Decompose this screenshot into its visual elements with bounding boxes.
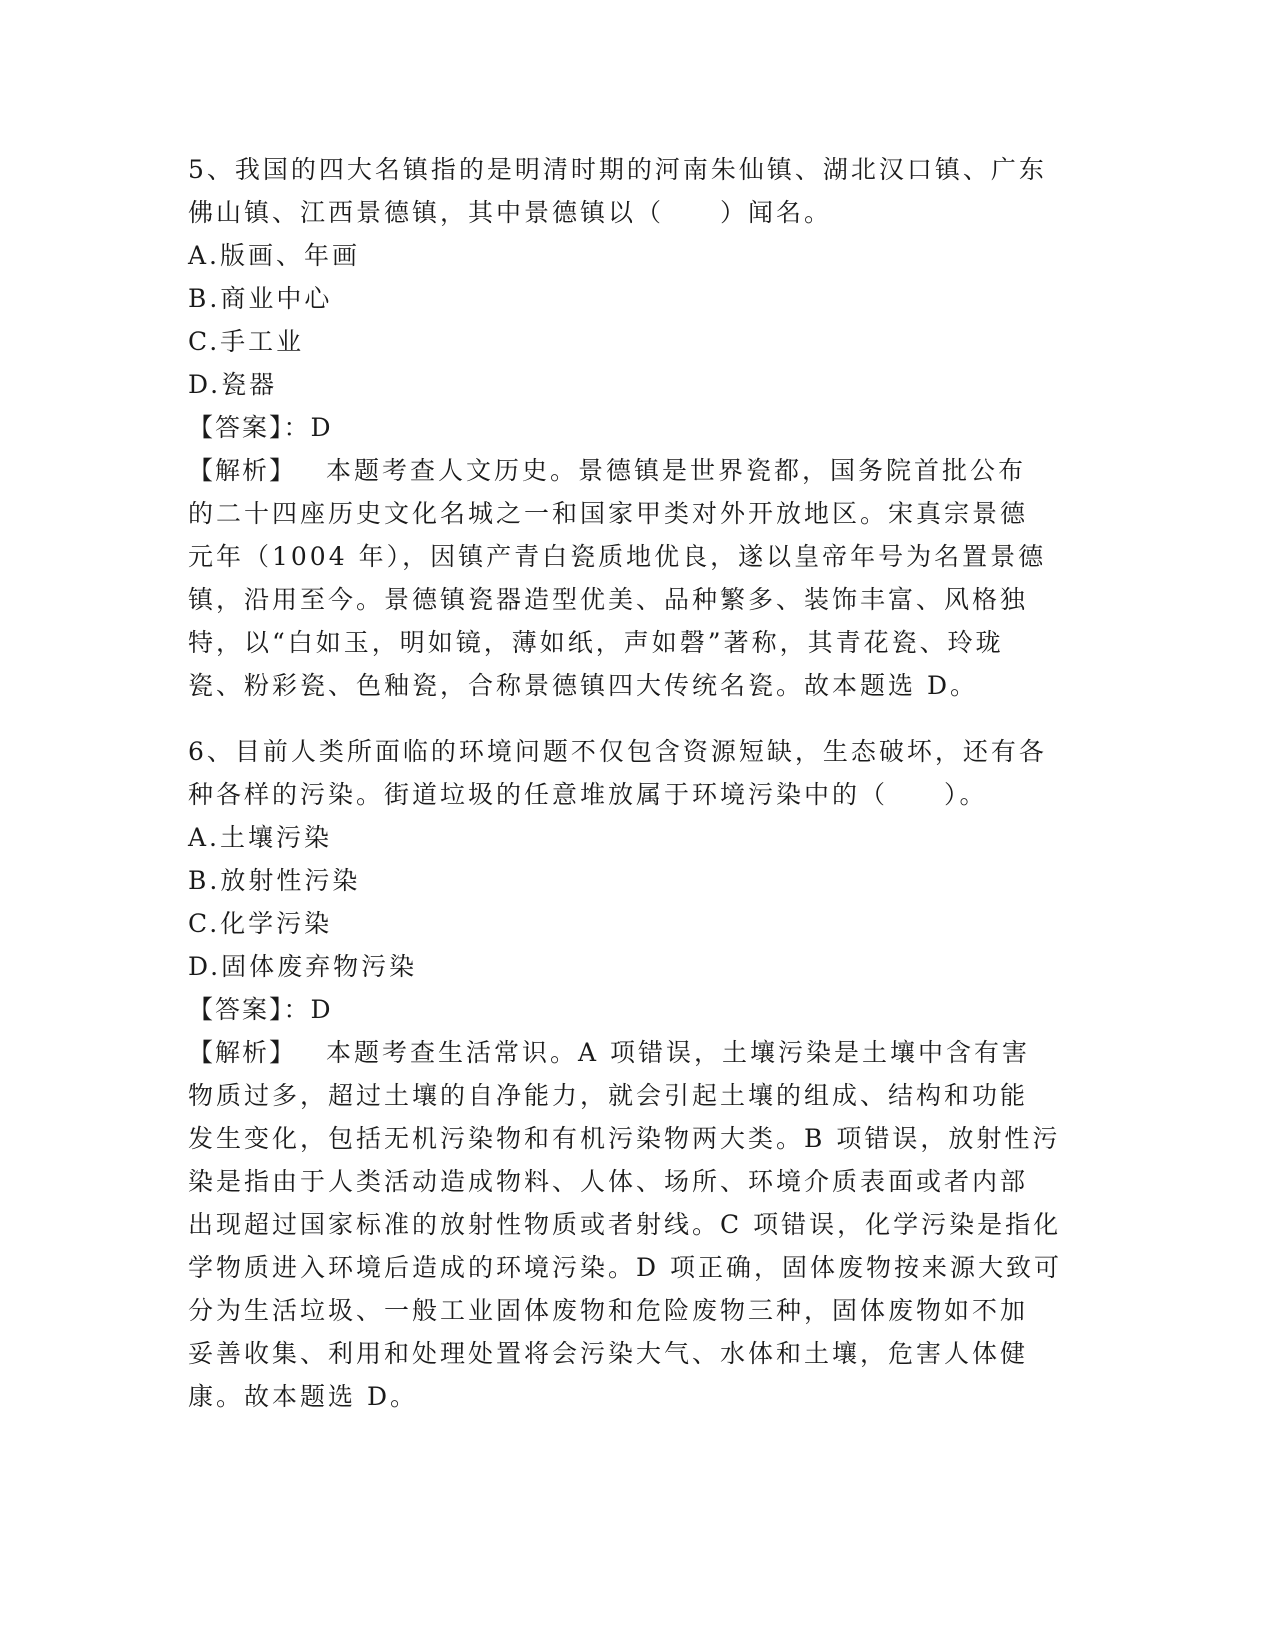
- analysis-line: 的二十四座历史文化名城之一和国家甲类对外开放地区。宋真宗景德: [188, 499, 1029, 528]
- analysis-label: 【解析】: [188, 456, 297, 485]
- analysis-line: 分为生活垃圾、一般工业固体废物和危险废物三种，固体废物如不加: [188, 1296, 1029, 1325]
- question-stem-line: 5、我国的四大名镇指的是明清时期的河南朱仙镇、湖北汉口镇、广东: [188, 155, 1047, 184]
- answer-value: D: [310, 995, 334, 1024]
- analysis-line: 发生变化，包括无机污染物和有机污染物两大类。B 项错误，放射性污: [188, 1124, 1061, 1153]
- analysis-line: 出现超过国家标准的放射性物质或者射线。C 项错误，化学污染是指化: [188, 1210, 1062, 1239]
- option-b: B.商业中心: [188, 284, 333, 313]
- analysis-line: 学物质进入环境后造成的环境污染。D 项正确，固体废物按来源大致可: [188, 1253, 1062, 1282]
- analysis-line: 特，以“白如玉，明如镜，薄如纸，声如磬”著称，其青花瓷、玲珑: [188, 628, 1004, 657]
- question-stem-line: 种各样的污染。街道垃圾的任意堆放属于环境污染中的（ ）。: [188, 780, 988, 809]
- analysis-line: 康。故本题选 D。: [188, 1382, 418, 1411]
- answer-value: D: [310, 413, 334, 442]
- analysis-line: 元年（1004 年），因镇产青白瓷质地优良，遂以皇帝年号为名置景德: [188, 542, 1047, 571]
- analysis-line: 本题考查生活常识。A 项错误，土壤污染是土壤中含有害: [326, 1038, 1031, 1067]
- option-c: C.化学污染: [188, 909, 333, 938]
- analysis-line: 本题考查人文历史。景德镇是世界瓷都，国务院首批公布: [326, 456, 1027, 485]
- option-d: D.瓷器: [188, 370, 278, 399]
- option-c: C.手工业: [188, 327, 305, 356]
- option-a: A.土壤污染: [188, 823, 333, 852]
- option-d: D.固体废弃物污染: [188, 952, 418, 981]
- analysis: [188, 1031, 1078, 1418]
- answer-label: 【答案】：: [188, 995, 311, 1024]
- answer-label: 【答案】：: [188, 413, 311, 442]
- question-stem-line: 佛山镇、江西景德镇，其中景德镇以（ ）闻名。: [188, 198, 833, 227]
- question-6: [188, 730, 1078, 1418]
- question-5: [188, 148, 1078, 707]
- option-b: B.放射性污染: [188, 866, 361, 895]
- analysis-line: 染是指由于人类活动造成物料、人体、场所、环境介质表面或者内部: [188, 1167, 1029, 1196]
- analysis-label: 【解析】: [188, 1038, 297, 1067]
- answer-line: [188, 406, 1078, 449]
- option-a: A.版画、年画: [188, 241, 361, 270]
- analysis-line: 妥善收集、利用和处理处置将会污染大气、水体和土壤，危害人体健: [188, 1339, 1029, 1368]
- question-stem-line: 6、目前人类所面临的环境问题不仅包含资源短缺，生态破坏，还有各: [188, 737, 1047, 766]
- answer-line: [188, 988, 1078, 1031]
- analysis: [188, 449, 1078, 707]
- analysis-line: 物质过多，超过土壤的自净能力，就会引起土壤的组成、结构和功能: [188, 1081, 1029, 1110]
- analysis-line: 瓷、粉彩瓷、色釉瓷，合称景德镇四大传统名瓷。故本题选 D。: [188, 671, 978, 700]
- analysis-line: 镇，沿用至今。景德镇瓷器造型优美、品种繁多、装饰丰富、风格独: [188, 585, 1029, 614]
